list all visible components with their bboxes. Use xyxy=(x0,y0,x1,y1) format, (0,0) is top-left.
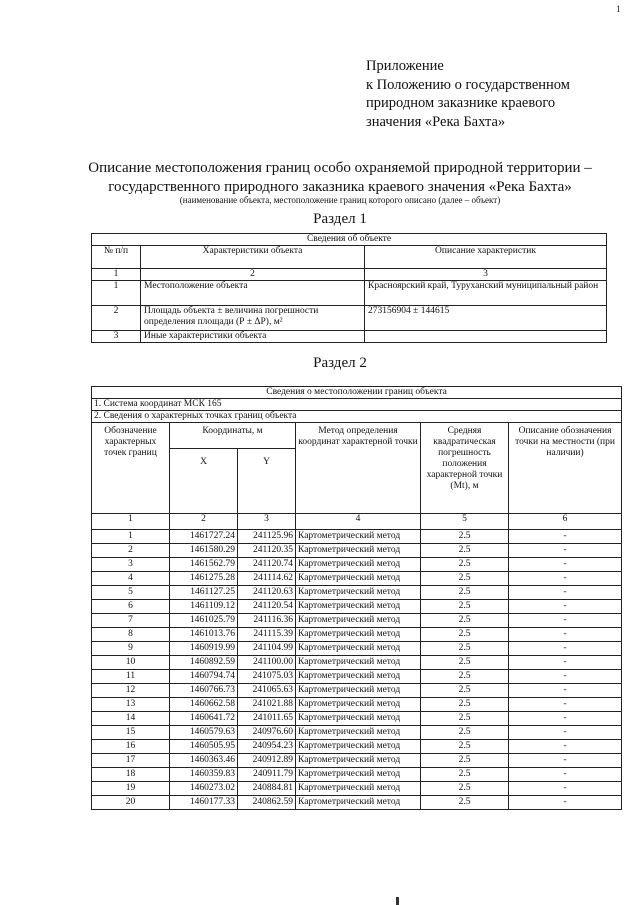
mt-cell: 2.5 xyxy=(421,698,509,712)
table-row xyxy=(92,726,622,740)
coord-x: 1460359.83 xyxy=(170,768,238,782)
col-header-mt: Средняя квадратическая погрешность положения характерной точки (Mt), м xyxy=(421,423,509,514)
title-line-2: государственного природного заказника краевого значения «Река Бахта» xyxy=(108,179,572,195)
row-number: 2 xyxy=(92,306,141,331)
point-number: 10 xyxy=(92,656,170,670)
title-note: (наименование объекта, местоположение границ которого описано (далее – объект) xyxy=(179,195,501,205)
method-cell: Картометрический метод xyxy=(296,558,421,572)
method-cell: Картометрический метод xyxy=(296,768,421,782)
coord-y: 240884.81 xyxy=(238,782,296,796)
method-cell: Картометрический метод xyxy=(296,614,421,628)
col-number: 6 xyxy=(509,514,622,530)
characteristic-name: Иные характеристики объекта xyxy=(141,331,365,343)
point-desc-cell: - xyxy=(509,796,622,810)
coord-y: 240954.23 xyxy=(238,740,296,754)
mt-cell: 2.5 xyxy=(421,558,509,572)
mt-cell: 2.5 xyxy=(421,670,509,684)
coord-y: 241114.62 xyxy=(238,572,296,586)
point-number: 2 xyxy=(92,544,170,558)
mt-cell: 2.5 xyxy=(421,782,509,796)
table-row xyxy=(92,684,622,698)
col-header-coords: Координаты, м xyxy=(170,423,296,449)
point-number: 5 xyxy=(92,586,170,600)
mt-cell: 2.5 xyxy=(421,656,509,670)
coord-x: 1460273.02 xyxy=(170,782,238,796)
mt-cell: 2.5 xyxy=(421,586,509,600)
coord-x: 1460641.72 xyxy=(170,712,238,726)
method-cell: Картометрический метод xyxy=(296,628,421,642)
mt-cell: 2.5 xyxy=(421,572,509,586)
coord-x: 1460579.63 xyxy=(170,726,238,740)
section-1-heading: Раздел 1 xyxy=(313,211,367,227)
coord-y: 241125.96 xyxy=(238,530,296,544)
method-cell: Картометрический метод xyxy=(296,586,421,600)
coord-x: 1460662.58 xyxy=(170,698,238,712)
mt-cell: 2.5 xyxy=(421,796,509,810)
point-desc-cell: - xyxy=(509,572,622,586)
point-desc-cell: - xyxy=(509,614,622,628)
coord-y: 241120.35 xyxy=(238,544,296,558)
col-header-point: Обозначение характерных точек границ xyxy=(92,423,170,514)
table-row xyxy=(92,670,622,684)
coord-x: 1461013.76 xyxy=(170,628,238,642)
point-rows xyxy=(92,530,622,810)
col-number: 3 xyxy=(238,514,296,530)
table-row xyxy=(92,558,622,572)
mt-cell: 2.5 xyxy=(421,712,509,726)
col-number: 3 xyxy=(365,269,607,281)
point-desc-cell: - xyxy=(509,782,622,796)
method-cell: Картометрический метод xyxy=(296,670,421,684)
coord-x: 1460892.59 xyxy=(170,656,238,670)
coord-x: 1460794.74 xyxy=(170,670,238,684)
appendix-line: природном заказнике краевого xyxy=(366,95,556,111)
method-cell: Картометрический метод xyxy=(296,572,421,586)
point-number: 6 xyxy=(92,600,170,614)
col-header-no: № п/п xyxy=(92,246,141,269)
point-desc-cell: - xyxy=(509,712,622,726)
method-cell: Картометрический метод xyxy=(296,698,421,712)
point-desc-cell: - xyxy=(509,558,622,572)
col-header-y: Y xyxy=(238,449,296,514)
points-section-title: 2. Сведения о характерных точках границ объекта xyxy=(92,411,622,423)
coord-y: 241120.63 xyxy=(238,586,296,600)
mt-cell: 2.5 xyxy=(421,754,509,768)
mt-cell: 2.5 xyxy=(421,642,509,656)
table-row xyxy=(92,530,622,544)
point-number: 11 xyxy=(92,670,170,684)
coord-x: 1461025.79 xyxy=(170,614,238,628)
mt-cell: 2.5 xyxy=(421,768,509,782)
coord-y: 241065.63 xyxy=(238,684,296,698)
table-row xyxy=(92,754,622,768)
point-number: 17 xyxy=(92,754,170,768)
point-number: 20 xyxy=(92,796,170,810)
method-cell: Картометрический метод xyxy=(296,530,421,544)
mt-cell: 2.5 xyxy=(421,726,509,740)
coord-x: 1460363.46 xyxy=(170,754,238,768)
characteristic-name: Площадь объекта ± величина погрешности определения площади (Р ± ΔР), м² xyxy=(141,306,365,331)
table-row xyxy=(92,656,622,670)
method-cell: Картометрический метод xyxy=(296,600,421,614)
document-title xyxy=(60,159,620,197)
point-number: 4 xyxy=(92,572,170,586)
object-info-table xyxy=(91,233,607,343)
col-header-method: Метод определения координат характерной точки xyxy=(296,423,421,514)
appendix-line: значения «Река Бахта» xyxy=(366,113,506,130)
point-desc-cell: - xyxy=(509,698,622,712)
method-cell: Картометрический метод xyxy=(296,712,421,726)
col-header-x: X xyxy=(170,449,238,514)
coord-x: 1460919.99 xyxy=(170,642,238,656)
coord-y: 241021.88 xyxy=(238,698,296,712)
table-row xyxy=(92,544,622,558)
point-desc-cell: - xyxy=(509,642,622,656)
characteristic-name: Местоположение объекта xyxy=(141,281,365,306)
col-number: 2 xyxy=(141,269,365,281)
row-number: 1 xyxy=(92,281,141,306)
characteristic-value: 273156904 ± 144615 xyxy=(365,306,607,331)
table-row xyxy=(92,614,622,628)
point-number: 14 xyxy=(92,712,170,726)
col-number: 1 xyxy=(92,514,170,530)
table-row xyxy=(92,782,622,796)
point-number: 1 xyxy=(92,530,170,544)
coord-y: 240911.79 xyxy=(238,768,296,782)
row-number: 3 xyxy=(92,331,141,343)
mt-cell: 2.5 xyxy=(421,614,509,628)
col-number: 4 xyxy=(296,514,421,530)
col-header-point-desc: Описание обозначения точки на местности (при наличии) xyxy=(509,423,622,514)
coord-x: 1461727.24 xyxy=(170,530,238,544)
coord-y: 240862.59 xyxy=(238,796,296,810)
col-number: 2 xyxy=(170,514,238,530)
table-row xyxy=(92,628,622,642)
appendix-line: Приложение xyxy=(366,58,444,74)
section-2-heading: Раздел 2 xyxy=(313,355,367,371)
appendix-line: к Положению о государственном xyxy=(366,76,570,93)
table-row xyxy=(92,642,622,656)
point-desc-cell: - xyxy=(509,670,622,684)
coord-y: 241116.36 xyxy=(238,614,296,628)
coord-y: 240976.60 xyxy=(238,726,296,740)
table-row xyxy=(92,768,622,782)
point-desc-cell: - xyxy=(509,600,622,614)
table-row xyxy=(92,712,622,726)
boundary-points-table xyxy=(91,386,622,810)
method-cell: Картометрический метод xyxy=(296,754,421,768)
mt-cell: 2.5 xyxy=(421,684,509,698)
point-desc-cell: - xyxy=(509,726,622,740)
coord-x: 1460177.33 xyxy=(170,796,238,810)
point-number: 9 xyxy=(92,642,170,656)
method-cell: Картометрический метод xyxy=(296,642,421,656)
scan-mark xyxy=(396,897,399,905)
point-number: 3 xyxy=(92,558,170,572)
coord-y: 241120.74 xyxy=(238,558,296,572)
coord-x: 1460505.95 xyxy=(170,740,238,754)
coord-x: 1461275.28 xyxy=(170,572,238,586)
appendix-block xyxy=(366,57,626,131)
mt-cell: 2.5 xyxy=(421,628,509,642)
table-row xyxy=(92,600,622,614)
characteristic-value: Красноярский край, Туруханский муниципальный район xyxy=(365,281,607,306)
point-number: 12 xyxy=(92,684,170,698)
method-cell: Картометрический метод xyxy=(296,684,421,698)
table-row xyxy=(92,572,622,586)
method-cell: Картометрический метод xyxy=(296,726,421,740)
method-cell: Картометрический метод xyxy=(296,782,421,796)
point-number: 16 xyxy=(92,740,170,754)
point-desc-cell: - xyxy=(509,628,622,642)
table-row xyxy=(92,586,622,600)
col-header-description: Описание характеристик xyxy=(365,246,607,269)
point-desc-cell: - xyxy=(509,754,622,768)
point-number: 15 xyxy=(92,726,170,740)
boundary-table-title: Сведения о местоположении границ объекта xyxy=(92,387,622,399)
point-desc-cell: - xyxy=(509,768,622,782)
characteristic-value xyxy=(365,331,607,343)
title-line-1: Описание местоположения границ особо охраняемой природной территории – xyxy=(88,160,592,176)
point-desc-cell: - xyxy=(509,530,622,544)
col-number: 5 xyxy=(421,514,509,530)
col-header-characteristic: Характеристики объекта xyxy=(141,246,365,269)
coord-x: 1460766.73 xyxy=(170,684,238,698)
point-desc-cell: - xyxy=(509,586,622,600)
method-cell: Картометрический метод xyxy=(296,740,421,754)
table-row xyxy=(92,698,622,712)
coord-y: 241104.99 xyxy=(238,642,296,656)
point-desc-cell: - xyxy=(509,544,622,558)
method-cell: Картометрический метод xyxy=(296,656,421,670)
point-desc-cell: - xyxy=(509,740,622,754)
coord-y: 241075.03 xyxy=(238,670,296,684)
method-cell: Картометрический метод xyxy=(296,796,421,810)
coord-x: 1461127.25 xyxy=(170,586,238,600)
point-number: 18 xyxy=(92,768,170,782)
coord-x: 1461109.12 xyxy=(170,600,238,614)
coord-y: 241011.65 xyxy=(238,712,296,726)
object-table-title: Сведения об объекте xyxy=(92,234,607,246)
mt-cell: 2.5 xyxy=(421,530,509,544)
coord-y: 240912.89 xyxy=(238,754,296,768)
point-number: 13 xyxy=(92,698,170,712)
coord-y: 241115.39 xyxy=(238,628,296,642)
mt-cell: 2.5 xyxy=(421,600,509,614)
point-number: 19 xyxy=(92,782,170,796)
point-number: 7 xyxy=(92,614,170,628)
mt-cell: 2.5 xyxy=(421,740,509,754)
coordinate-system: 1. Система координат МСК 165 xyxy=(92,399,622,411)
point-desc-cell: - xyxy=(509,656,622,670)
method-cell: Картометрический метод xyxy=(296,544,421,558)
mt-cell: 2.5 xyxy=(421,544,509,558)
coord-y: 241100.00 xyxy=(238,656,296,670)
coord-y: 241120.54 xyxy=(238,600,296,614)
page-mark: 1 xyxy=(616,4,621,14)
table-row xyxy=(92,740,622,754)
point-number: 8 xyxy=(92,628,170,642)
coord-x: 1461562.79 xyxy=(170,558,238,572)
coord-x: 1461580.29 xyxy=(170,544,238,558)
point-desc-cell: - xyxy=(509,684,622,698)
table-row xyxy=(92,796,622,810)
col-number: 1 xyxy=(92,269,141,281)
